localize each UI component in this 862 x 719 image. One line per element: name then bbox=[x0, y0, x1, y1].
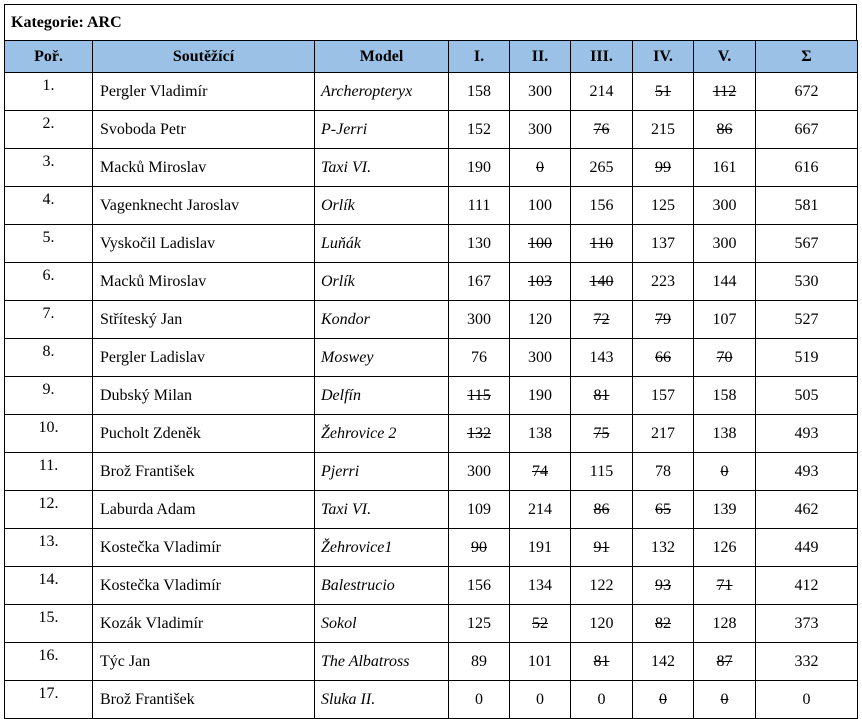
table-row bbox=[5, 377, 858, 415]
table-row bbox=[5, 301, 858, 339]
total-cell: 0 bbox=[756, 681, 858, 719]
score-cell: 142 bbox=[633, 643, 694, 681]
score-cell: 167 bbox=[449, 263, 510, 301]
score-cell: 74 bbox=[510, 453, 571, 491]
score-cell: 120 bbox=[571, 605, 633, 643]
score-cell: 101 bbox=[510, 643, 571, 681]
score-cell: 79 bbox=[633, 301, 694, 339]
model-cell: Pjerri bbox=[315, 453, 449, 491]
score-cell: 125 bbox=[633, 187, 694, 225]
table-row bbox=[5, 225, 858, 263]
score-cell: 100 bbox=[510, 187, 571, 225]
competitor-cell: Pergler Ladislav bbox=[93, 339, 315, 377]
score-cell: 86 bbox=[694, 111, 756, 149]
competitor-cell: Kostečka Vladimír bbox=[93, 567, 315, 605]
score-cell: 300 bbox=[449, 301, 510, 339]
competitor-cell: Brož František bbox=[93, 681, 315, 719]
score-cell: 191 bbox=[510, 529, 571, 567]
table-row bbox=[5, 263, 858, 301]
score-cell: 128 bbox=[694, 605, 756, 643]
total-cell: 505 bbox=[756, 377, 858, 415]
total-cell: 493 bbox=[756, 415, 858, 453]
model-cell: Archeropteryx bbox=[315, 73, 449, 111]
model-cell: Taxi VI. bbox=[315, 149, 449, 187]
table-row bbox=[5, 149, 858, 187]
total-cell: 332 bbox=[756, 643, 858, 681]
competitor-cell: Laburda Adam bbox=[93, 491, 315, 529]
category-title: Kategorie: ARC bbox=[4, 4, 857, 40]
score-cell: 120 bbox=[510, 301, 571, 339]
score-cell: 112 bbox=[694, 73, 756, 111]
score-cell: 76 bbox=[449, 339, 510, 377]
total-cell: 581 bbox=[756, 187, 858, 225]
score-cell: 190 bbox=[449, 149, 510, 187]
competitor-cell: Kostečka Vladimír bbox=[93, 529, 315, 567]
header-rank: Poř. bbox=[5, 41, 93, 73]
competitor-cell: Pucholt Zdeněk bbox=[93, 415, 315, 453]
score-cell: 87 bbox=[694, 643, 756, 681]
score-cell: 70 bbox=[694, 339, 756, 377]
score-cell: 52 bbox=[510, 605, 571, 643]
score-cell: 75 bbox=[571, 415, 633, 453]
total-cell: 527 bbox=[756, 301, 858, 339]
table-row bbox=[5, 415, 858, 453]
score-cell: 111 bbox=[449, 187, 510, 225]
header-total: Σ bbox=[756, 41, 858, 73]
score-cell: 156 bbox=[571, 187, 633, 225]
score-cell: 137 bbox=[633, 225, 694, 263]
model-cell: Sluka II. bbox=[315, 681, 449, 719]
score-cell: 51 bbox=[633, 73, 694, 111]
score-cell: 90 bbox=[449, 529, 510, 567]
score-cell: 0 bbox=[694, 681, 756, 719]
score-cell: 156 bbox=[449, 567, 510, 605]
model-cell: Moswey bbox=[315, 339, 449, 377]
competitor-cell: Kozák Vladimír bbox=[93, 605, 315, 643]
score-cell: 81 bbox=[571, 377, 633, 415]
score-cell: 115 bbox=[571, 453, 633, 491]
competitor-cell: Svoboda Petr bbox=[93, 111, 315, 149]
total-cell: 373 bbox=[756, 605, 858, 643]
table-row bbox=[5, 491, 858, 529]
score-cell: 81 bbox=[571, 643, 633, 681]
table-row bbox=[5, 681, 858, 719]
rank-cell: 17. bbox=[5, 681, 93, 719]
rank-cell: 12. bbox=[5, 491, 93, 529]
competitor-cell: Vyskočil Ladislav bbox=[93, 225, 315, 263]
total-cell: 530 bbox=[756, 263, 858, 301]
header-model: Model bbox=[315, 41, 449, 73]
results-body bbox=[5, 73, 858, 719]
model-cell: Balestrucio bbox=[315, 567, 449, 605]
score-cell: 91 bbox=[571, 529, 633, 567]
total-cell: 519 bbox=[756, 339, 858, 377]
total-cell: 567 bbox=[756, 225, 858, 263]
header-round-4: IV. bbox=[633, 41, 694, 73]
score-cell: 66 bbox=[633, 339, 694, 377]
rank-cell: 6. bbox=[5, 263, 93, 301]
competitor-cell: Pergler Vladimír bbox=[93, 73, 315, 111]
score-cell: 78 bbox=[633, 453, 694, 491]
model-cell: Orlík bbox=[315, 263, 449, 301]
total-cell: 412 bbox=[756, 567, 858, 605]
rank-cell: 1. bbox=[5, 73, 93, 111]
table-row bbox=[5, 453, 858, 491]
rank-cell: 5. bbox=[5, 225, 93, 263]
score-cell: 72 bbox=[571, 301, 633, 339]
score-cell: 0 bbox=[510, 681, 571, 719]
score-cell: 214 bbox=[510, 491, 571, 529]
table-row bbox=[5, 529, 858, 567]
competitor-cell: Stříteský Jan bbox=[93, 301, 315, 339]
rank-cell: 10. bbox=[5, 415, 93, 453]
score-cell: 132 bbox=[449, 415, 510, 453]
total-cell: 672 bbox=[756, 73, 858, 111]
score-cell: 100 bbox=[510, 225, 571, 263]
score-cell: 122 bbox=[571, 567, 633, 605]
score-cell: 125 bbox=[449, 605, 510, 643]
header-competitor: Soutěžící bbox=[93, 41, 315, 73]
rank-cell: 3. bbox=[5, 149, 93, 187]
competitor-cell: Macků Miroslav bbox=[93, 263, 315, 301]
score-cell: 300 bbox=[694, 225, 756, 263]
score-cell: 65 bbox=[633, 491, 694, 529]
model-cell: Kondor bbox=[315, 301, 449, 339]
header-row bbox=[5, 41, 858, 73]
score-cell: 71 bbox=[694, 567, 756, 605]
score-cell: 99 bbox=[633, 149, 694, 187]
total-cell: 616 bbox=[756, 149, 858, 187]
score-cell: 157 bbox=[633, 377, 694, 415]
table-row bbox=[5, 187, 858, 225]
score-cell: 214 bbox=[571, 73, 633, 111]
header-round-5: V. bbox=[694, 41, 756, 73]
score-cell: 86 bbox=[571, 491, 633, 529]
score-cell: 93 bbox=[633, 567, 694, 605]
model-cell: Žehrovice 2 bbox=[315, 415, 449, 453]
score-cell: 143 bbox=[571, 339, 633, 377]
score-cell: 0 bbox=[571, 681, 633, 719]
rank-cell: 4. bbox=[5, 187, 93, 225]
rank-cell: 11. bbox=[5, 453, 93, 491]
total-cell: 667 bbox=[756, 111, 858, 149]
score-cell: 152 bbox=[449, 111, 510, 149]
competitor-cell: Dubský Milan bbox=[93, 377, 315, 415]
score-cell: 115 bbox=[449, 377, 510, 415]
score-cell: 300 bbox=[694, 187, 756, 225]
score-cell: 130 bbox=[449, 225, 510, 263]
score-cell: 109 bbox=[449, 491, 510, 529]
rank-cell: 8. bbox=[5, 339, 93, 377]
rank-cell: 9. bbox=[5, 377, 93, 415]
score-cell: 0 bbox=[510, 149, 571, 187]
results-sheet bbox=[4, 4, 857, 719]
score-cell: 89 bbox=[449, 643, 510, 681]
score-cell: 138 bbox=[694, 415, 756, 453]
competitor-cell: Macků Miroslav bbox=[93, 149, 315, 187]
score-cell: 215 bbox=[633, 111, 694, 149]
model-cell: Delfín bbox=[315, 377, 449, 415]
competitor-cell: Týc Jan bbox=[93, 643, 315, 681]
header-round-2: II. bbox=[510, 41, 571, 73]
total-cell: 462 bbox=[756, 491, 858, 529]
score-cell: 144 bbox=[694, 263, 756, 301]
header-round-3: III. bbox=[571, 41, 633, 73]
total-cell: 493 bbox=[756, 453, 858, 491]
score-cell: 158 bbox=[694, 377, 756, 415]
competitor-cell: Vagenknecht Jaroslav bbox=[93, 187, 315, 225]
rank-cell: 16. bbox=[5, 643, 93, 681]
score-cell: 138 bbox=[510, 415, 571, 453]
model-cell: Žehrovice1 bbox=[315, 529, 449, 567]
score-cell: 76 bbox=[571, 111, 633, 149]
model-cell: Luňák bbox=[315, 225, 449, 263]
table-row bbox=[5, 73, 858, 111]
score-cell: 217 bbox=[633, 415, 694, 453]
table-row bbox=[5, 567, 858, 605]
rank-cell: 13. bbox=[5, 529, 93, 567]
header-round-1: I. bbox=[449, 41, 510, 73]
competitor-cell: Brož František bbox=[93, 453, 315, 491]
model-cell: Orlík bbox=[315, 187, 449, 225]
score-cell: 265 bbox=[571, 149, 633, 187]
rank-cell: 15. bbox=[5, 605, 93, 643]
model-cell: Taxi VI. bbox=[315, 491, 449, 529]
score-cell: 223 bbox=[633, 263, 694, 301]
rank-cell: 2. bbox=[5, 111, 93, 149]
score-cell: 0 bbox=[694, 453, 756, 491]
results-table bbox=[4, 40, 858, 719]
score-cell: 161 bbox=[694, 149, 756, 187]
model-cell: The Albatross bbox=[315, 643, 449, 681]
score-cell: 132 bbox=[633, 529, 694, 567]
score-cell: 300 bbox=[510, 339, 571, 377]
score-cell: 107 bbox=[694, 301, 756, 339]
score-cell: 82 bbox=[633, 605, 694, 643]
score-cell: 158 bbox=[449, 73, 510, 111]
rank-cell: 14. bbox=[5, 567, 93, 605]
model-cell: P-Jerri bbox=[315, 111, 449, 149]
score-cell: 0 bbox=[449, 681, 510, 719]
table-row bbox=[5, 339, 858, 377]
table-row bbox=[5, 111, 858, 149]
score-cell: 300 bbox=[510, 73, 571, 111]
score-cell: 300 bbox=[510, 111, 571, 149]
rank-cell: 7. bbox=[5, 301, 93, 339]
score-cell: 134 bbox=[510, 567, 571, 605]
score-cell: 190 bbox=[510, 377, 571, 415]
total-cell: 449 bbox=[756, 529, 858, 567]
score-cell: 110 bbox=[571, 225, 633, 263]
table-row bbox=[5, 605, 858, 643]
score-cell: 126 bbox=[694, 529, 756, 567]
score-cell: 140 bbox=[571, 263, 633, 301]
score-cell: 0 bbox=[633, 681, 694, 719]
model-cell: Sokol bbox=[315, 605, 449, 643]
score-cell: 139 bbox=[694, 491, 756, 529]
score-cell: 103 bbox=[510, 263, 571, 301]
score-cell: 300 bbox=[449, 453, 510, 491]
